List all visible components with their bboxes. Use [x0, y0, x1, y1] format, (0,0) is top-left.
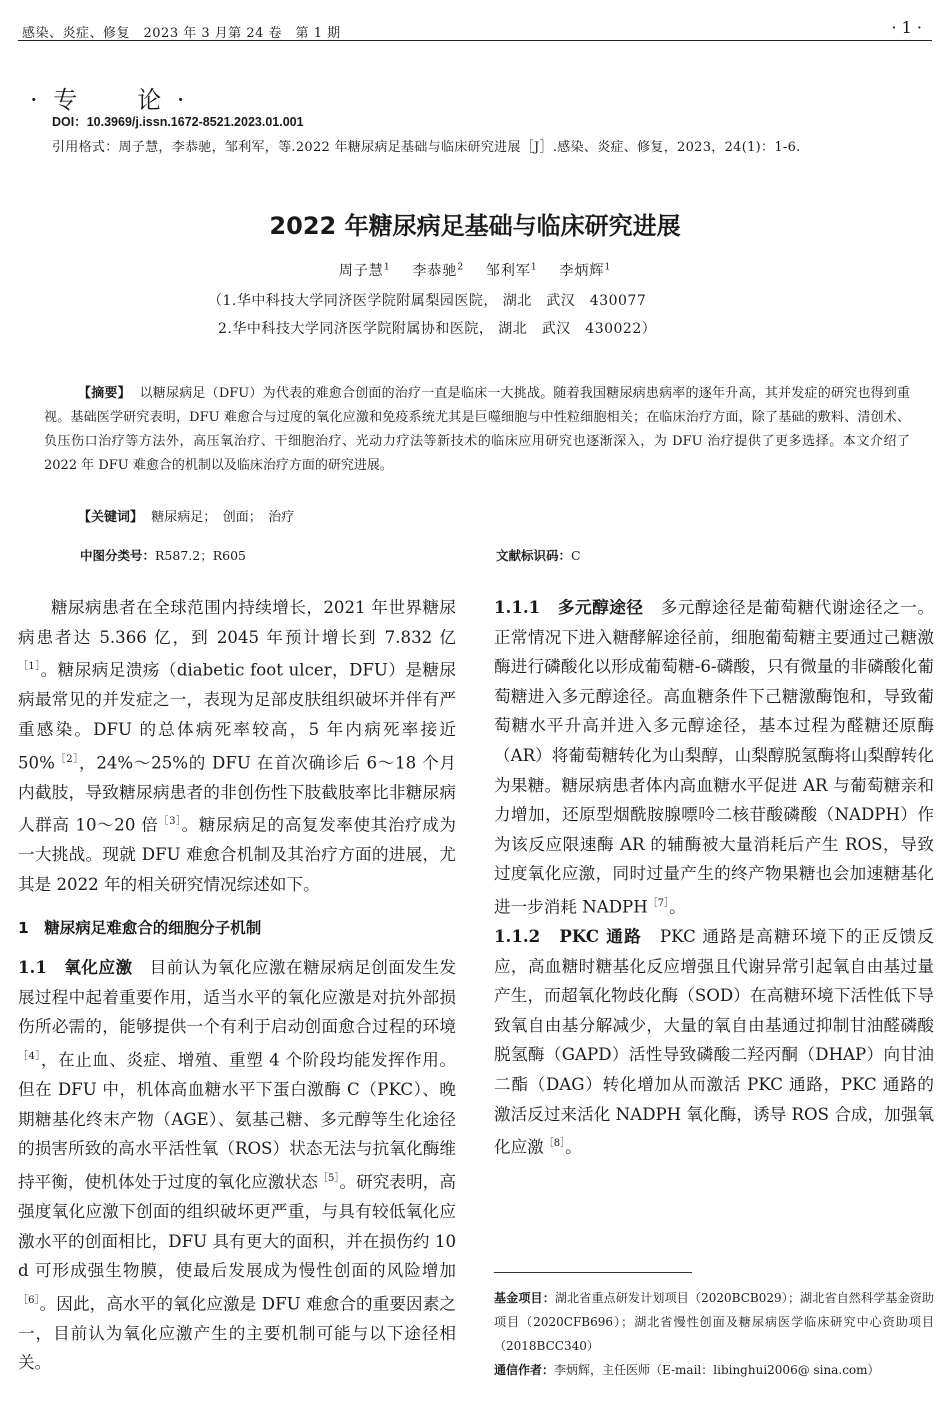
body-text: 目前认为氧化应激在糖尿病足创面发生发展过程中起着重要作用，适当水平的氧化应激是对抗外部损伤所必需的，能够提供一个有利于启动创面愈合过程的环境: [18, 958, 456, 1037]
subsection-heading: 1.1.2 PKC 通路: [494, 926, 643, 947]
citation-ref: ［8］: [543, 1138, 566, 1150]
body-text: 。糖尿病足的高复发率使其治疗成为一大挑战。现就 DFU 难愈合机制及其治疗方面的进展，尤其是 2022 年的相关研究情况综述如下。: [18, 815, 456, 894]
classification-label: 中图分类号：: [80, 548, 156, 563]
funding-text: 湖北省重点研发计划项目（2020BCB029）；湖北省自然科学基金资助项目（2020CFB696）；湖北省慢性创面及糖尿病医学临床研究中心资助项目（2018BCC340）: [494, 1291, 934, 1353]
subsection-heading: 1.1.1 多元醇途径: [494, 597, 644, 617]
abstract-text: 以糖尿病足（DFU）为代表的难愈合创面的治疗一直是临床一大挑战。随着我国糖尿病患病率的逐年升高，其并发症的研究也得到重视。基础医学研究表明，DFU 难愈合与过度的氧化应激和免疫系统尤其是巨噬细胞与中性粒细胞相关；在临床治疗方面，除了基础的敷料、清创术、负压伤口治疗等方法外，高压氧治疗、干细胞治疗、光动力疗法等新技术的临床应用研究也逐渐深入，为 DFU 治疗提供了更多选择。本文介绍了 2022 年 DFU 难愈合的机制以及临床治疗方面的研究进展。: [44, 386, 910, 473]
body-paragraph: [494, 922, 934, 1162]
body-text: PKC 通路是高糖环境下的正反馈反应，高血糖时糖基化反应增强且代谢异常引起氧自由基过量产生，而超氧化物歧化酶（SOD）在高糖环境下活性低下导致氧自由基分解减少，大量的氧自由基通过抑制甘油醛磷酸脱氢酶（GAPD）活性导致磷酸二羟丙酮（DHAP）向甘油二酯（DAG）转化增加从而激活 PKC 通路，PKC 通路的激活反过来活化 NADPH 氧化酶，诱导 ROS 合成，加强氧化应激: [494, 927, 934, 1157]
author-affiliation-mark: 1: [530, 262, 538, 273]
body-text: 。糖尿病足溃疡（diabetic foot ulcer，DFU）是糖尿病最常见的并发症之一，表现为足部皮肤组织破坏并伴有严重感染。DFU 的总体病死率较高，5 年内病死率接近 50%: [18, 660, 456, 773]
affiliation: 2.华中科技大学同济医学院附属协和医院， 湖北 武汉 430022）: [218, 321, 657, 337]
citation-format: 引用格式：周子慧，李恭驰，邹利军，等.2022 年糖尿病足基础与临床研究进展［J］.感染、炎症、修复，2023，24(1)：1-6.: [52, 140, 801, 155]
doi: DOI：10.3969/j.issn.1672-8521.2023.01.001: [52, 115, 304, 129]
author-affiliation-mark: 1: [604, 262, 612, 273]
body-column-left: [18, 593, 456, 1378]
author-name: 李炳辉: [559, 263, 605, 279]
affiliation: （1.华中科技大学同济医学院附属梨园医院， 湖北 武汉 430077: [208, 293, 647, 309]
author-list: [0, 260, 950, 280]
running-header: 感染、炎症、修复 2023 年 3 月第 24 卷 第 1 期: [22, 26, 341, 41]
citation-ref: ［7］: [647, 897, 670, 909]
body-paragraph: [18, 593, 456, 900]
corresponding-text: 李炳辉，主任医师（E-mail：libinghui2006@ sina.com）: [554, 1363, 880, 1377]
body-paragraph: [494, 593, 934, 922]
body-text: 。因此，高水平的氧化应激是 DFU 难愈合的重要因素之一，目前认为氧化应激产生的主要机制可能与以下途径相关。: [18, 1294, 456, 1373]
funding-label: 基金项目：: [494, 1291, 555, 1305]
section-heading: 1 糖尿病足难愈合的细胞分子机制: [18, 918, 262, 937]
author-name: 周子慧: [338, 263, 384, 279]
footnote-rule: [494, 1272, 692, 1273]
body-text: 多元醇途径是葡萄糖代谢途径之一。正常情况下进入糖酵解途径前，细胞葡萄糖主要通过己糖激酶进行磷酸化以形成葡萄糖-6-磷酸，只有微量的非磷酸化葡萄糖进入多元醇途径。高血糖条件下己糖激酶饱和，导致葡萄糖水平升高并进入多元醇途径，基本过程为醛糖还原酶（AR）将葡萄糖转化为山梨醇，山梨醇脱氢酶将山梨醇转化为果糖。糖尿病患者体内高血糖水平促进 AR 与葡萄糖亲和力增加，还原型烟酰胺腺嘌呤二核苷酸磷酸（NADPH）作为该反应限速酶 AR 的辅酶被大量消耗后产生 ROS，导致过度氧化应激，同时过量产生的终产物果糖也会加速糖基化进一步消耗 NADPH: [494, 598, 934, 917]
page-number: · 1 ·: [891, 18, 922, 37]
document-code-value: C: [571, 548, 581, 563]
section-label: · 专 论 ·: [30, 86, 189, 114]
classification-value: R587.2；R605: [155, 548, 246, 563]
citation-ref: ［5］: [317, 1172, 340, 1184]
keywords: [78, 506, 294, 525]
keywords-text: 糖尿病足； 创面； 治疗: [151, 510, 295, 525]
citation-ref: ［2］: [54, 753, 80, 765]
paper-title: 2022 年糖尿病足基础与临床研究进展: [269, 212, 681, 240]
citation-ref: ［1］: [18, 661, 41, 673]
body-column-right: [494, 593, 934, 1162]
citation-ref: ［6］: [18, 1294, 40, 1306]
subsection-heading: 1.1 氧化应激: [18, 957, 133, 978]
header-rule: [18, 40, 932, 41]
author-name: 邹利军: [485, 263, 531, 279]
body-paragraph: [18, 953, 456, 1378]
author-affiliation-mark: 2: [457, 262, 465, 273]
body-text: 。研究表明，高强度氧化应激下创面的组织破坏更严重，与具有较低氧化应激水平的创面相比，DFU 具有更大的面积，并在损伤约 10 d 可形成强生物膜，使最后发展成为慢性创面的风险增加: [18, 1172, 456, 1281]
body-text: ，在止血、炎症、增殖、重塑 4 个阶段均能发挥作用。但在 DFU 中，机体高血糖水平下蛋白激酶 C（PKC）、晚期糖基化终末产物（AGE）、氨基己糖、多元醇等生化途径的损害所致的高水平活性氧（ROS）状态无法与抗氧化酶维持平衡，使机体处于过度的氧化应激状态: [18, 1050, 456, 1192]
corresponding-author-note: [494, 1358, 934, 1382]
document-code-label: 文献标识码：: [496, 548, 572, 563]
classification-number: [80, 546, 246, 564]
corresponding-label: 通信作者：: [494, 1363, 555, 1377]
keywords-label: 【关键词】: [78, 510, 144, 525]
citation-ref: ［3］: [158, 816, 182, 828]
body-text: 糖尿病患者在全球范围内持续增长，2021 年世界糖尿病患者达 5.366 亿，到 2045 年预计增长到 7.832 亿: [18, 598, 456, 647]
author-name: 李恭驰: [412, 263, 458, 279]
abstract: [44, 382, 910, 478]
author-affiliation-mark: 1: [383, 262, 391, 273]
body-text: ，24%～25%的 DFU 在首次确诊后 6～18 个月内截肢，导致糖尿病患者的非创伤性下肢截肢率比非糖尿病人群高 10～20 倍: [18, 753, 456, 835]
body-text: 。: [669, 897, 686, 917]
citation-ref: ［4］: [18, 1050, 41, 1062]
document-code: [496, 546, 581, 564]
funding-note: [494, 1286, 934, 1358]
abstract-label: 【摘要】: [78, 386, 131, 401]
footnotes: [494, 1286, 934, 1382]
body-text: 。: [565, 1137, 582, 1157]
